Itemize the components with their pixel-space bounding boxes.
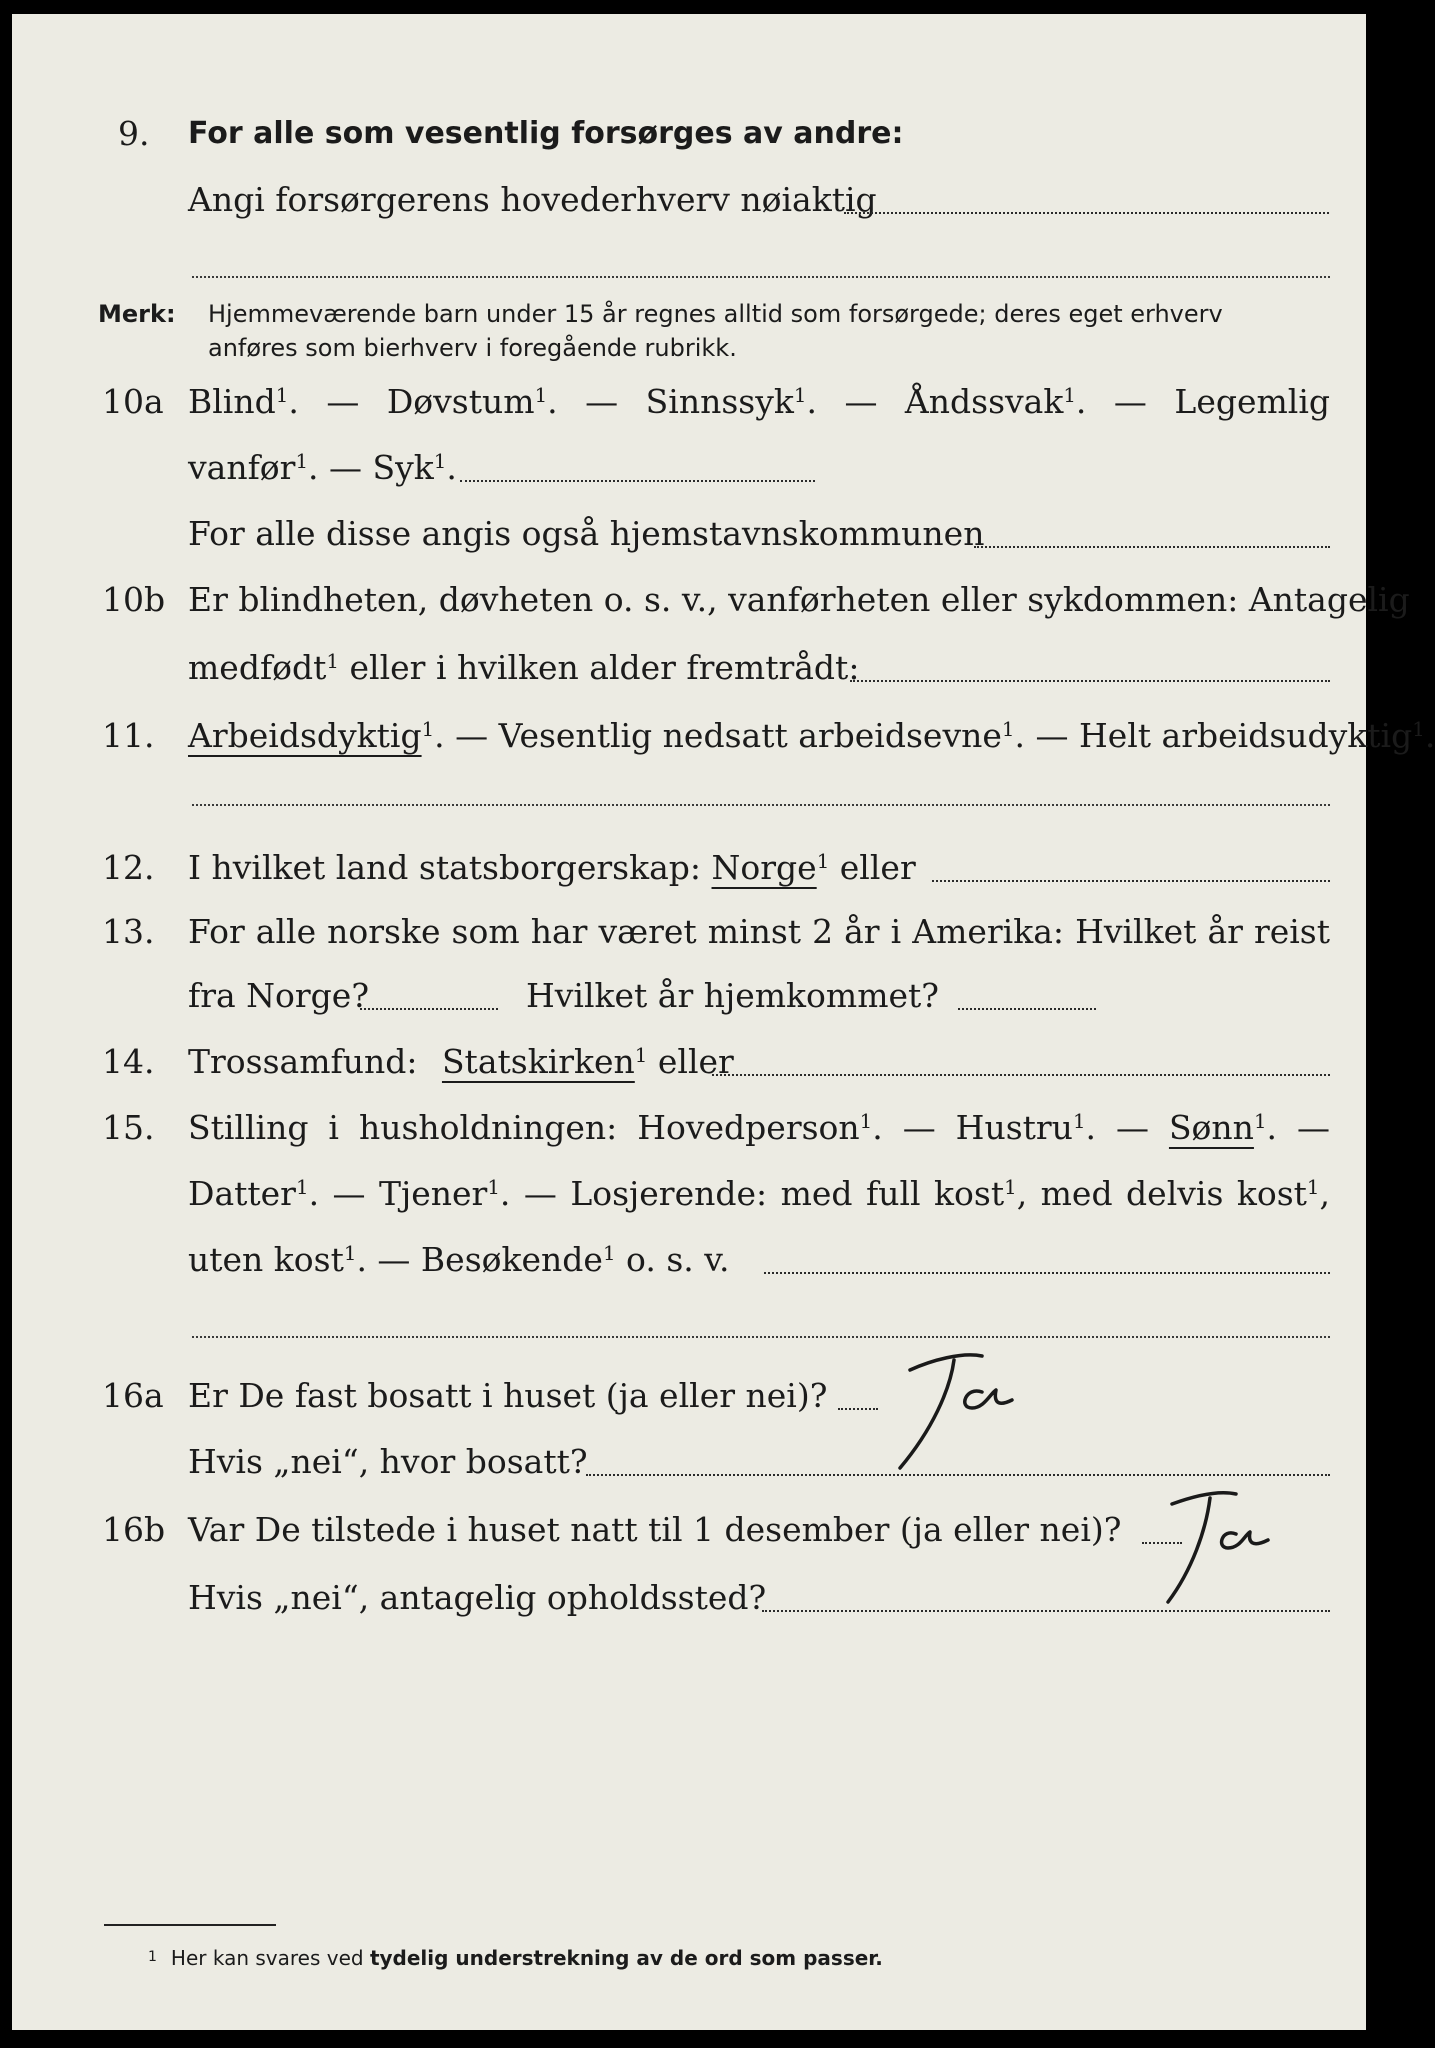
opt-physically: — Legemlig [1113, 382, 1331, 421]
q10a-line-3: For alle disse angis også hjemstavnskommunen [188, 514, 985, 553]
q10b-number: 10b [102, 580, 166, 619]
footnote: $^1$ Her kan svares ved tydelig understrekning av de ord som passer. [148, 1946, 883, 1970]
q13-year-returned-line[interactable] [958, 1008, 1096, 1010]
q15-number: 15. [102, 1108, 155, 1147]
q10a-line-2: vanfør$^1$. — Syk$^1$. [188, 448, 457, 487]
q9-main-occupation-label: Angi forsørgerens hovederhverv nøiaktig [188, 180, 877, 219]
q10a-home-municipality-line[interactable] [974, 546, 1330, 548]
q9-heading: For alle som vesentlig forsørges av andre: [188, 116, 904, 151]
q15-line-1: Stilling i husholdningen: Hovedperson$^1$. — Hustru$^1$. — Sønn$^1$. — [188, 1108, 1330, 1147]
q16a-line-1: Er De fast bosatt i huset (ja eller nei)? [188, 1376, 828, 1415]
census-form-page [12, 14, 1435, 2030]
q10a-line-1: Blind$^1$. — Døvstum$^1$. — Sinnssyk$^1$. — Åndssvak$^1$. — Legemlig [188, 382, 1331, 421]
q10b-line-2: medfødt$^1$ eller i hvilken alder fremtrådt: [188, 648, 860, 687]
q13-line-1: For alle norske som har været minst 2 år i Amerika: Hvilket år reist [188, 912, 1330, 951]
note-label: Merk: [98, 300, 176, 328]
q16b-line-2: Hvis „nei“, antagelig opholdssted? [188, 1578, 767, 1617]
q15-line-2: Datter$^1$. — Tjener$^1$. — Losjerende: med full kost$^1$, med delvis kost$^1$, [188, 1174, 1330, 1213]
q11-answer-line[interactable] [192, 804, 1330, 806]
q11-number: 11. [102, 716, 155, 755]
opt-feeble: — Åndssvak [844, 382, 1064, 421]
opt-congenital: medfødt [188, 648, 327, 687]
footnote-rule [104, 1924, 276, 1926]
opt-able-to-work: Arbeidsdyktig [188, 716, 422, 755]
q14-line: Trossamfund: Statskirken$^1$ eller [188, 1042, 734, 1081]
opt-sick: — Syk [329, 448, 434, 487]
q9-number: 9. [118, 114, 150, 153]
q15-answer-line[interactable] [764, 1272, 1330, 1274]
q13-number: 13. [102, 912, 155, 951]
opt-blind: Blind [188, 382, 276, 421]
q10b-answer-line[interactable] [850, 680, 1330, 682]
answer-son: Sønn [1168, 1108, 1254, 1147]
svg-text:Ja: Ja [862, 1330, 863, 1331]
q16a-line-2: Hvis „nei“, hvor bosatt? [188, 1442, 588, 1481]
q15-answer-line-2[interactable] [192, 1336, 1330, 1338]
q15-line-3: uten kost$^1$. — Besøkende$^1$ o. s. v. [188, 1240, 730, 1279]
q9-answer-line[interactable] [844, 212, 1329, 214]
q14-number: 14. [102, 1042, 155, 1081]
q13-year-returned-label: Hvilket år hjemkommet? [526, 976, 939, 1015]
q9-answer-line-2[interactable] [192, 276, 1330, 278]
q10a-number: 10a [102, 382, 164, 421]
opt-insane: — Sinnssyk [585, 382, 794, 421]
q12-number: 12. [102, 848, 155, 887]
q13-year-left-line[interactable] [360, 1008, 498, 1010]
q14-answer-line[interactable] [712, 1074, 1330, 1076]
answer-state-church: Statskirken [441, 1042, 635, 1081]
q12-answer-line[interactable] [932, 880, 1330, 882]
note-line-2: anføres som bierhverv i foregående rubrikk. [208, 334, 737, 362]
q10a-answer-line[interactable] [460, 480, 815, 482]
q16a-handwritten-answer [862, 1330, 1042, 1480]
q10b-line-1: Er blindheten, døvheten o. s. v., vanførheten eller sykdommen: Antagelig [188, 580, 1410, 619]
q12-line: I hvilket land statsborgerskap: Norge$^1$ eller [188, 848, 916, 887]
note-line-1: Hjemmeværende barn under 15 år regnes alltid som forsørgede; deres eget erhverv [208, 300, 1223, 328]
answer-norway: Norge [711, 848, 817, 887]
q16b-number: 16b [102, 1510, 166, 1549]
q16b-handwritten-answer [1132, 1474, 1312, 1614]
opt-deaf: — Døvstum [326, 382, 535, 421]
q11-line: Arbeidsdyktig$^1$. — Vesentlig nedsatt arbeidsevne$^1$. — Helt arbeidsudyktig$^1$. [188, 716, 1435, 755]
q16b-line-1: Var De tilstede i huset natt til 1 desember (ja eller nei)? [188, 1510, 1122, 1549]
q16a-number: 16a [102, 1376, 164, 1415]
svg-text:Ja: Ja [1132, 1474, 1133, 1475]
opt-disabled: vanfør [188, 448, 296, 487]
q13-year-left-label: fra Norge? [188, 976, 370, 1015]
